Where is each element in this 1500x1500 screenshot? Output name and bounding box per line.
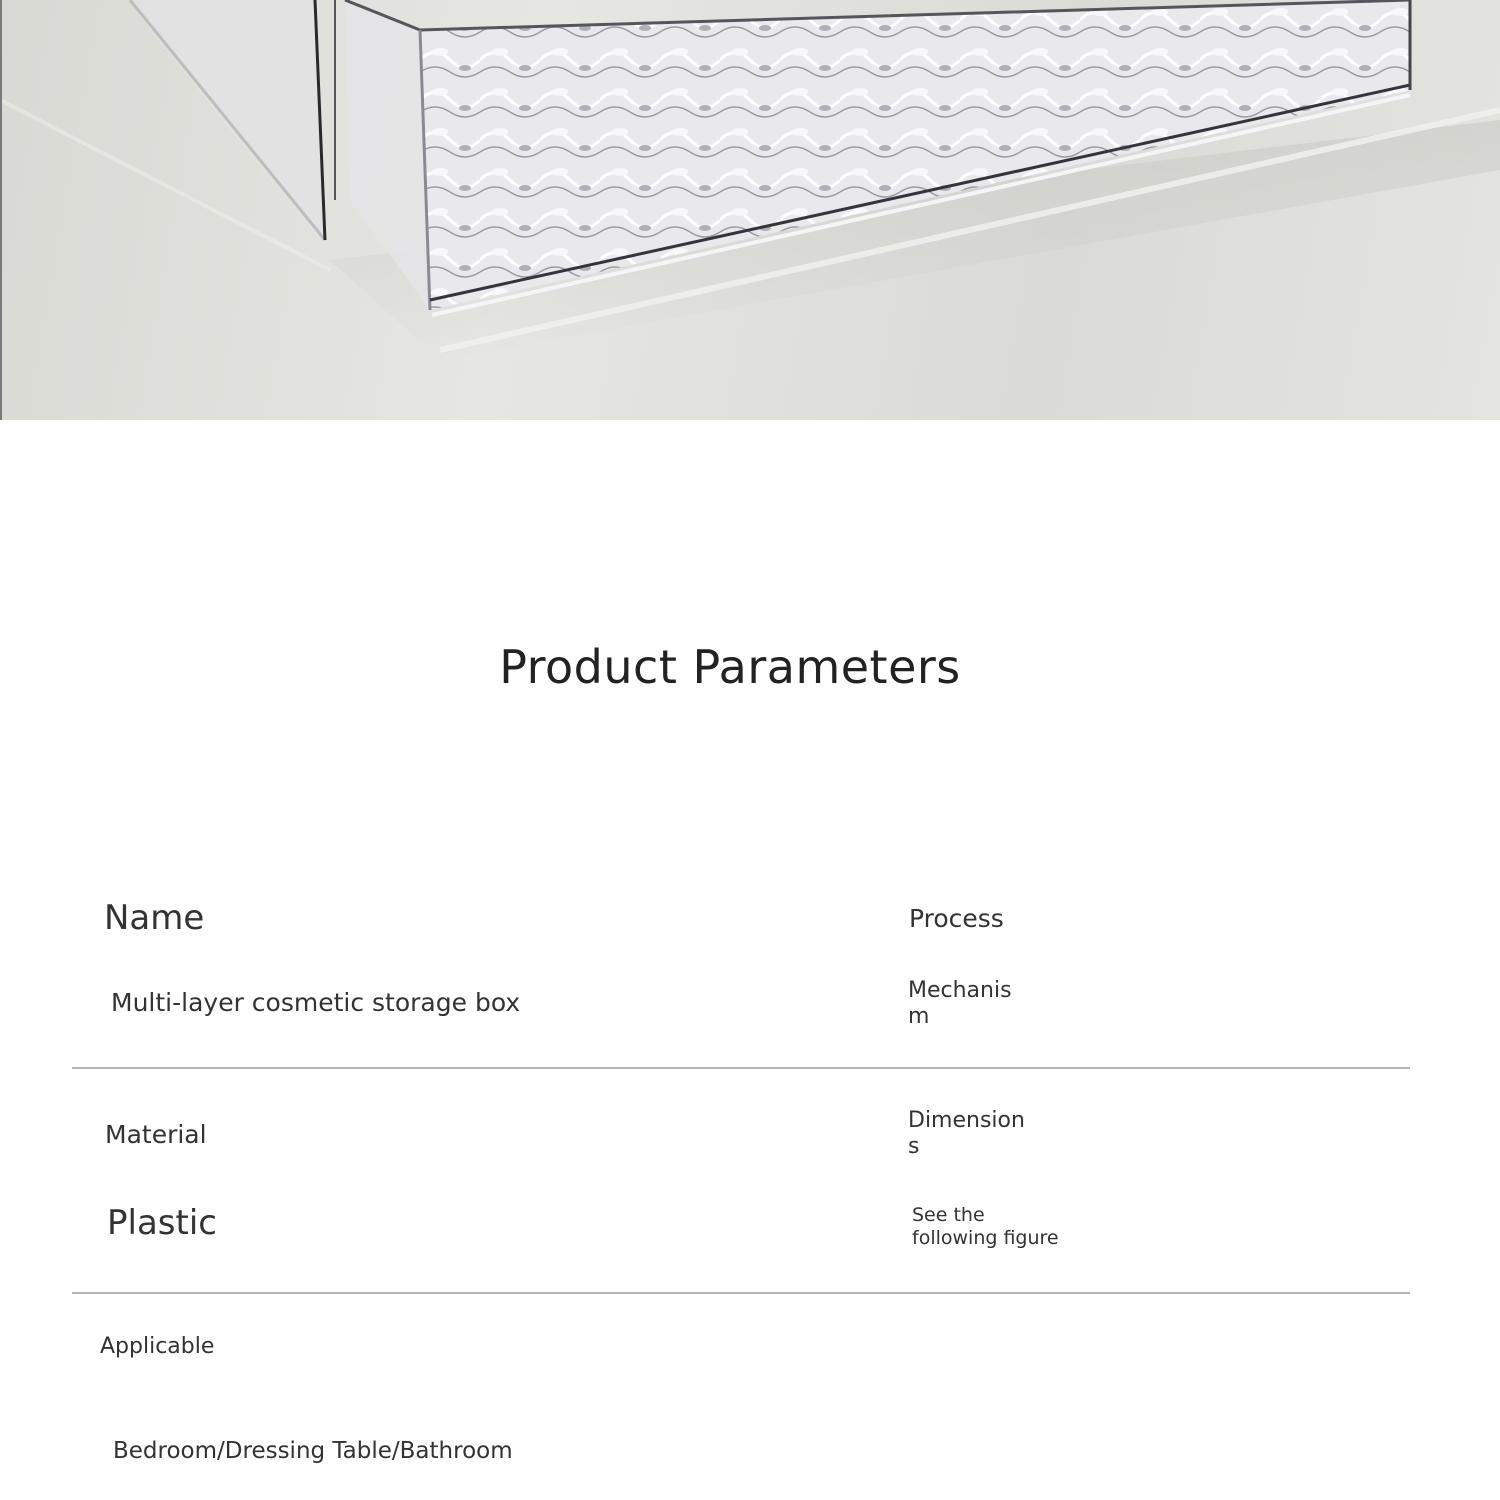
row-divider — [72, 1067, 1410, 1069]
applicable-value: Bedroom/Dressing Table/Bathroom — [113, 1438, 513, 1464]
dimensions-value: See the following figure — [912, 1204, 1059, 1249]
dimensions-label: Dimensions — [908, 1108, 1025, 1160]
material-label: Material — [105, 1120, 207, 1149]
process-label: Process — [909, 904, 1004, 933]
material-value: Plastic — [107, 1203, 217, 1243]
acrylic-box-illustration — [0, 0, 1500, 420]
process-value: Mechanism — [908, 978, 1012, 1030]
row-divider — [72, 1292, 1410, 1294]
product-photo — [0, 0, 1500, 420]
page-title: Product Parameters — [499, 640, 961, 694]
applicable-label: Applicable — [100, 1334, 215, 1359]
name-label: Name — [104, 898, 205, 938]
name-value: Multi-layer cosmetic storage box — [111, 988, 521, 1017]
